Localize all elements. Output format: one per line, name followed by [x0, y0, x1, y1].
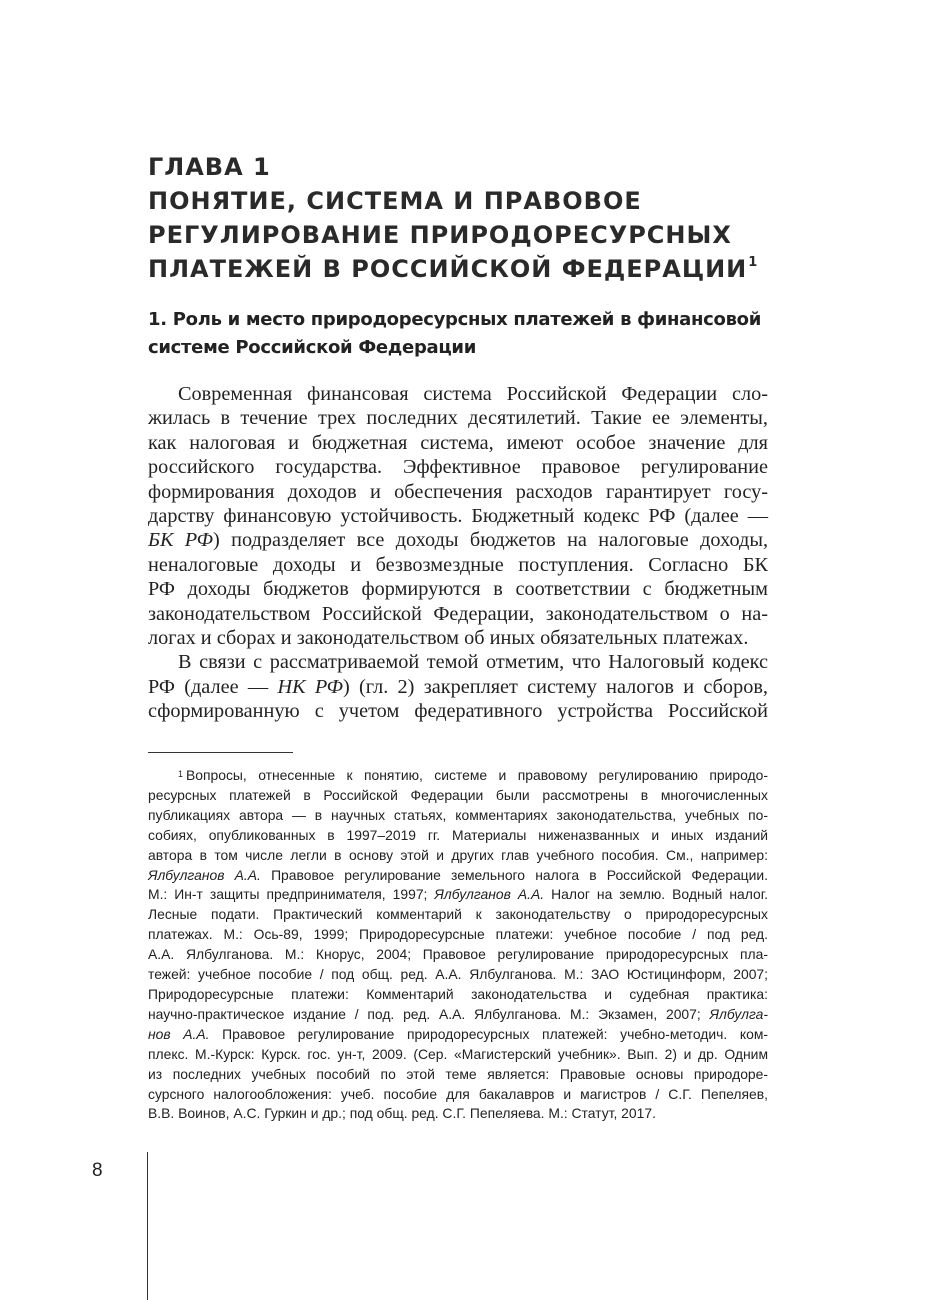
footnote-text: Правовое регулирование природоресурсных платежей: учебно-методич. ком-	[209, 1025, 769, 1042]
abbreviation-nk-rf: НК РФ	[277, 675, 343, 698]
footnote-line	[148, 885, 768, 905]
footnote-number: 1	[178, 769, 184, 779]
margin-rule	[147, 1152, 148, 1300]
footnote-line: тежей: учебное пособие / под общ. ред. А.А. Ялбулганова. М.: ЗАО Юстицинформ, 2007;	[148, 966, 768, 983]
footnote-line	[148, 1005, 768, 1025]
footnote-line: из последних учебных пособий по этой теме является: Правовые основы природоре-	[148, 1065, 768, 1082]
footnote-text: М.: Ин-т защиты предпринимателя, 1997;	[148, 886, 435, 903]
body-line: неналоговые доходы и безвозмездные поступления. Согласно БК	[148, 553, 768, 576]
footnote-reference[interactable]: 1	[748, 255, 758, 270]
body-line: как налоговая и бюджетная система, имеют особое значение для	[148, 431, 768, 454]
chapter-heading	[148, 150, 788, 286]
footnote-line	[148, 766, 768, 786]
footnote-line: Природоресурсные платежи: Комментарий законодательства и судебная практика:	[148, 985, 768, 1002]
body-line: В связи с рассматриваемой темой отметим, что Налоговый кодекс	[178, 651, 768, 674]
body-line: жилась в течение трех последних десятилетий. Такие ее элементы,	[148, 407, 768, 430]
footnote-line: плекс. М.-Курск: Курск. гос. ун-т, 2009. (Сер. «Магистерский учебник». Вып. 2) и др. Одним	[148, 1045, 768, 1062]
footnote-line: ресурсных платежей в Российской Федерации были рассмотрены в многочисленных	[148, 786, 768, 803]
chapter-title-line	[148, 252, 788, 286]
footnote-line: сурсного налогообложения: учеб. пособие для бакалавров и магистров / С.Г. Пепеляев,	[148, 1085, 768, 1102]
body-text	[148, 382, 768, 724]
body-line	[148, 528, 768, 552]
body-line: формирования доходов и обеспечения расходов гарантирует госу-	[148, 480, 768, 503]
chapter-label: ГЛАВА 1	[148, 153, 271, 181]
section-heading	[148, 306, 788, 362]
author-name: нов А.А.	[148, 1025, 210, 1042]
section-title-line: системе Российской Федерации	[148, 337, 477, 358]
footnote-line: Лесные подати. Практический комментарий к законодательству о природоресурсных	[148, 906, 768, 923]
chapter-title-line: РЕГУЛИРОВАНИЕ ПРИРОДОРЕСУРСНЫХ	[148, 221, 732, 249]
section-title-line: 1. Роль и место природоресурсных платежей в финансовой	[148, 309, 762, 330]
footnote-text: Вопросы, отнесенные к понятию, системе и правовому регулированию природо-	[186, 767, 768, 783]
body-line: дарству финансовую устойчивость. Бюджетный кодекс РФ (далее —	[148, 505, 768, 528]
footnote-line: автора в том числе легли в основу этой и других глав учебного пособия. См., например:	[148, 846, 768, 863]
footnote-line: В.В. Воинов, А.С. Гуркин и др.; под общ. ред. С.Г. Пепеляева. М.: Статут, 2017.	[148, 1105, 656, 1122]
footnote-line: А.А. Ялбулганова. М.: Кнорус, 2004; Правовое регулирование природоресурсных пла-	[148, 946, 768, 963]
footnote-text: научно-практическое издание / под. ред. А.А. Ялбулганова. М.: Экзамен, 2007;	[148, 1005, 710, 1022]
body-line: Современная финансовая система Российской Федерации сло-	[178, 383, 768, 405]
footnote-line: платежах. М.: Ось-89, 1999; Природоресурсные платежи: учебное пособие / под ред.	[148, 926, 768, 943]
author-name: Ялбулганов А.А.	[148, 866, 261, 883]
abbreviation-bk-rf: БК РФ	[148, 529, 213, 552]
body-line-text: РФ (далее —	[148, 675, 278, 698]
footnote-line: публикациях автора — в научных статьях, комментариях законодательства, учебных по-	[148, 806, 768, 823]
footnote-separator	[148, 752, 293, 753]
author-name: Ялбулга-	[709, 1005, 768, 1022]
body-line-text: ) (гл. 2) закрепляет систему налогов и сборов,	[343, 675, 768, 698]
body-line-text: ) подразделяет все доходы бюджетов на налоговые доходы,	[212, 529, 769, 552]
body-line: законодательством Российской Федерации, законодательством о на-	[148, 602, 768, 625]
chapter-title-text: ПЛАТЕЖЕЙ В РОССИЙСКОЙ ФЕДЕРАЦИИ	[148, 255, 748, 283]
body-line: РФ доходы бюджетов формируются в соответствии с бюджетным	[148, 578, 768, 601]
footnote-line	[148, 1025, 768, 1045]
body-line: логах и сборах и законодательством об иных обязательных платежах.	[148, 627, 749, 650]
footnote-text: Правовое регулирование земельного налога в Российской Федерации.	[260, 866, 769, 883]
body-line: российского государства. Эффективное правовое регулирование	[148, 456, 768, 479]
footnote-line	[148, 866, 768, 886]
body-line: сформированную с учетом федеративного устройства Российской	[148, 700, 768, 723]
body-line	[148, 675, 768, 699]
page-number: 8	[92, 1160, 103, 1181]
author-name: Ялбулганов А.А.	[434, 886, 545, 903]
footnote-text: Налог на землю. Водный налог.	[544, 886, 768, 903]
footnote-line: собиях, опубликованных в 1997–2019 гг. Материалы ниженазванных и иных изданий	[148, 826, 768, 843]
chapter-title-line: ПОНЯТИЕ, СИСТЕМА И ПРАВОВОЕ	[148, 187, 642, 215]
footnote	[148, 766, 768, 1124]
